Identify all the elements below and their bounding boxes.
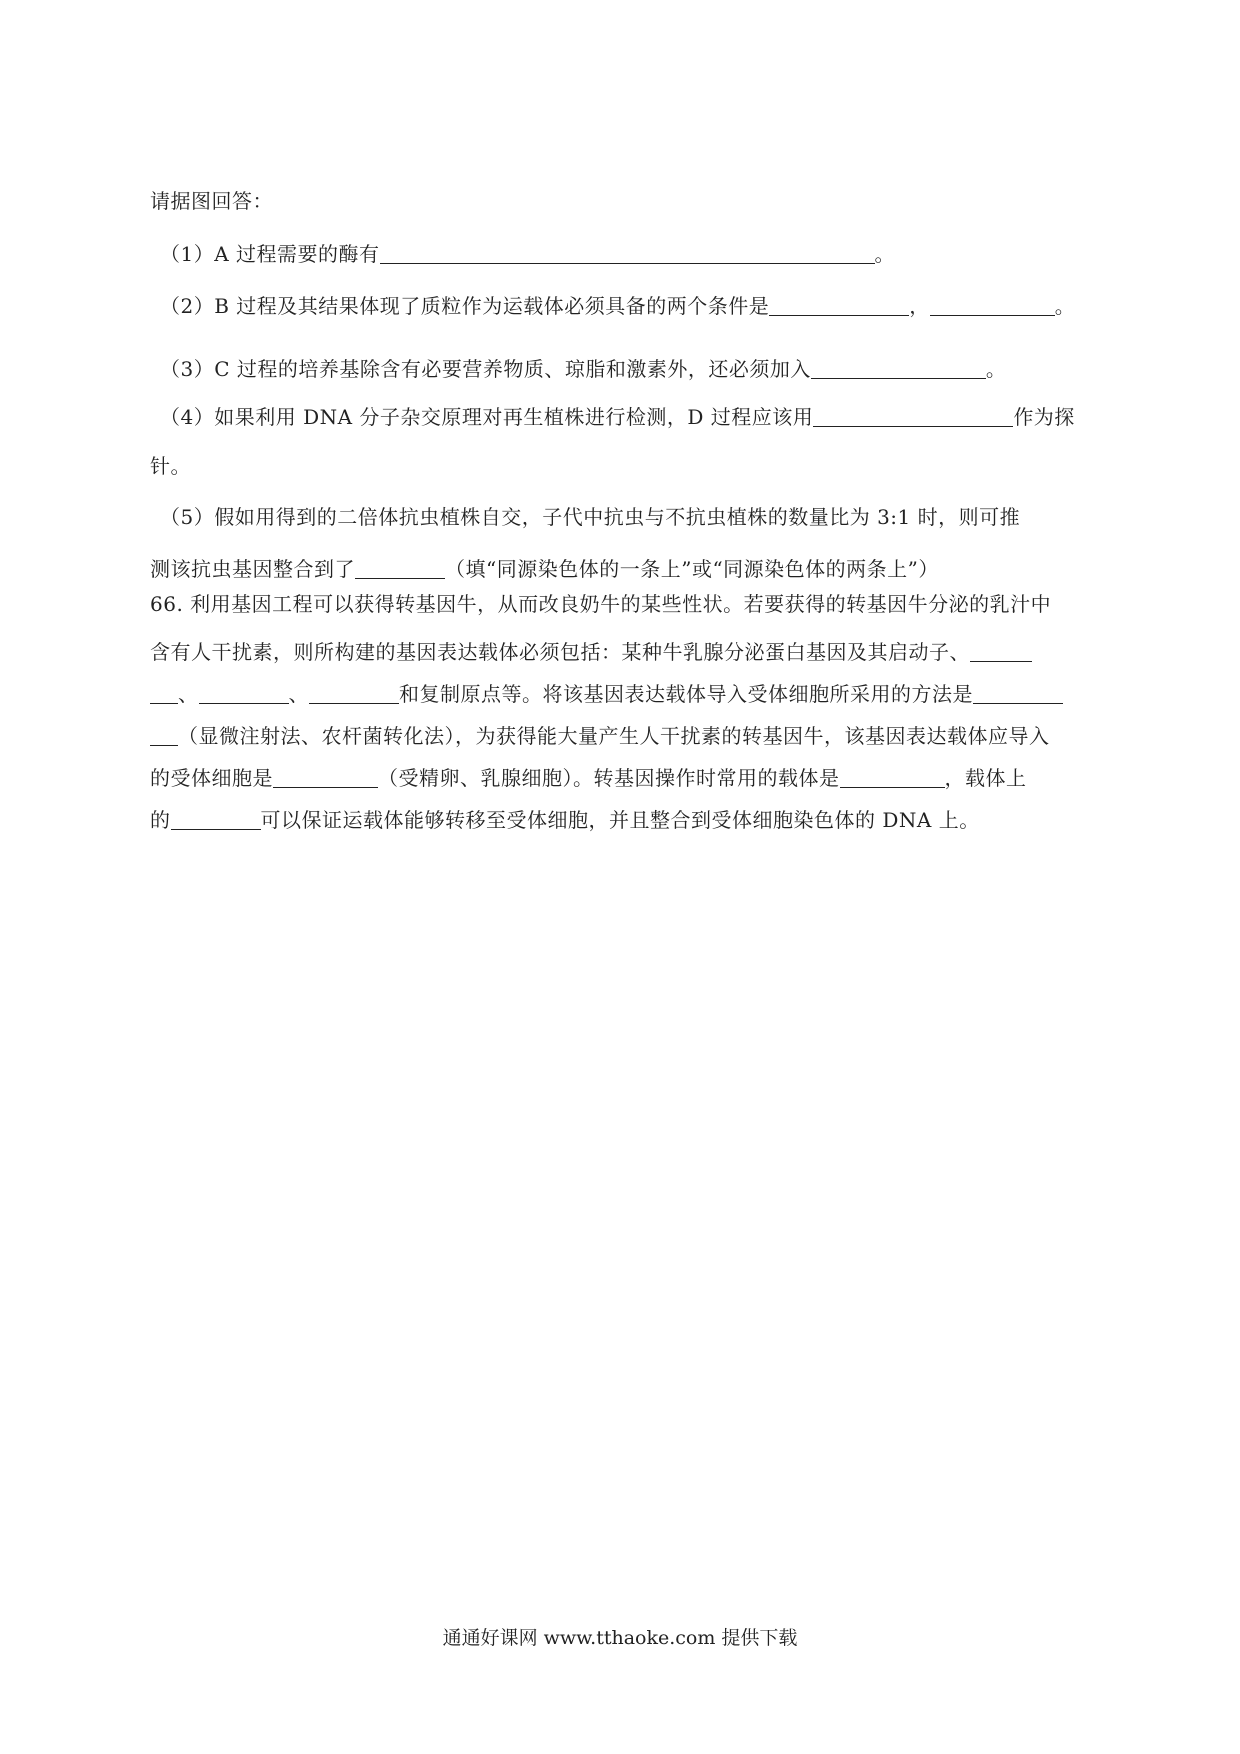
answer-blank xyxy=(171,809,261,830)
answer-blank xyxy=(813,406,1013,427)
question-3: （3）C 过程的培养基除含有必要营养物质、琼脂和激素外，还必须加入 。 xyxy=(160,357,1007,381)
question-5-line-2: 测该抗虫基因整合到了 （填“同源染色体的一条上”或“同源染色体的两条上”） xyxy=(150,557,939,581)
answer-blank xyxy=(973,683,1063,704)
question-66-line-4: （显微注射法、农杆菌转化法），为获得能大量产生人干扰素的转基因牛，该基因表达载体应导入 xyxy=(150,722,1050,750)
answer-blank xyxy=(930,295,1055,316)
question-2: （2）B 过程及其结果体现了质粒作为运载体必须具备的两个条件是 ， 。 xyxy=(160,294,1076,318)
answer-blank xyxy=(769,295,909,316)
question-1: （1）A 过程需要的酶有 。 xyxy=(160,242,896,266)
intro-text: 请据图回答： xyxy=(150,189,273,213)
answer-blank xyxy=(309,683,399,704)
answer-blank xyxy=(380,243,875,264)
question-4-continued: 针。 xyxy=(150,454,191,478)
question-66-line-5: 的受体细胞是 （受精卵、乳腺细胞）。转基因操作时常用的载体是 ，载体上 xyxy=(150,766,1027,790)
answer-blank xyxy=(150,683,178,704)
question-4-text: （4）如果利用 DNA 分子杂交原理对再生植株进行检测，D 过程应该用 xyxy=(160,405,814,429)
answer-blank xyxy=(970,641,1032,662)
question-66-line-1: 66. 利用基因工程可以获得转基因牛，从而改良奶牛的某些性状。若要获得的转基因牛分泌的乳汁中 xyxy=(150,592,1052,616)
question-66-line-3: 、 、 和复制原点等。将该基因表达载体导入受体细胞所采用的方法是 xyxy=(150,680,1063,708)
answer-blank xyxy=(840,767,945,788)
question-4: （4）如果利用 DNA 分子杂交原理对再生植株进行检测，D 过程应该用 作为探 xyxy=(160,405,1075,429)
question-1-text: （1）A 过程需要的酶有 xyxy=(160,242,380,266)
question-66-line-2: 含有人干扰素，则所构建的基因表达载体必须包括：某种牛乳腺分泌蛋白基因及其启动子、 xyxy=(150,638,1032,666)
answer-blank xyxy=(355,558,445,579)
question-2-text: （2）B 过程及其结果体现了质粒作为运载体必须具备的两个条件是 xyxy=(160,294,770,318)
page-footer xyxy=(0,1625,1240,1651)
answer-blank xyxy=(811,358,986,379)
question-3-text: （3）C 过程的培养基除含有必要营养物质、琼脂和激素外，还必须加入 xyxy=(160,357,811,381)
answer-blank xyxy=(150,725,178,746)
footer-text: 通通好课网 www.tthaoke.com 提供下载 xyxy=(442,1627,798,1649)
question-66-line-6: 的 可以保证运载体能够转移至受体细胞，并且整合到受体细胞染色体的 DNA 上。 xyxy=(150,808,980,832)
answer-blank xyxy=(199,683,289,704)
question-5-line-1: （5）假如用得到的二倍体抗虫植株自交，子代中抗虫与不抗虫植株的数量比为 3:1 时，则可推 xyxy=(160,505,1021,529)
answer-blank xyxy=(273,767,378,788)
